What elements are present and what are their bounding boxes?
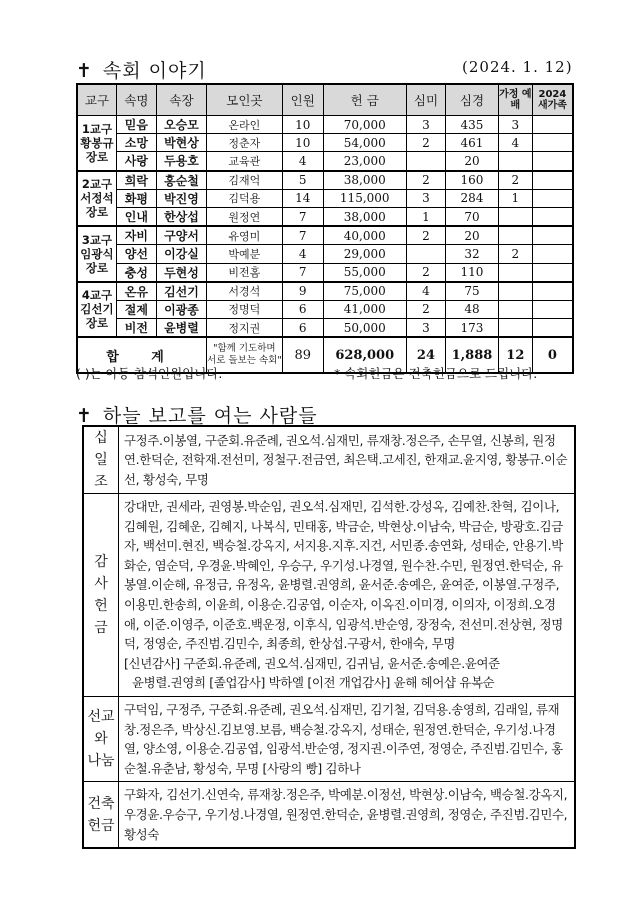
- leader-cell: 한상섭: [156, 207, 206, 226]
- simmi-cell: 3: [406, 116, 445, 134]
- district-label: [77, 116, 116, 171]
- place-cell: 온라인: [207, 116, 283, 134]
- names-text: 구정주.이봉열, 구준회.유준례, 권오석.심재민, 류재창.정은주, 손무열, 신봉희, 원정연.한덕순, 전학재.전선미, 정철구.전금연, 최은택.고세진, 한재교.윤지영, 황봉규.이순선, 황성숙, 무명: [124, 432, 568, 487]
- sect-cell: 온유: [116, 282, 156, 301]
- count-cell: 5: [282, 171, 323, 190]
- leader-cell: 두현성: [156, 263, 206, 282]
- sect-cell: 믿음: [116, 116, 156, 134]
- district-label-line: 장로: [85, 316, 109, 331]
- district-label-line: 장로: [85, 260, 109, 275]
- category-char: 건축: [87, 795, 115, 812]
- table-row: [77, 300, 573, 318]
- count-cell: 10: [282, 116, 323, 134]
- sect-cell: 충성: [116, 263, 156, 282]
- simmi-cell: 2: [406, 171, 445, 190]
- new-family-cell: [532, 263, 573, 282]
- category-char: 와: [94, 731, 108, 748]
- special-thanks-line: [신년감사] 구준회.유준례, 권오석.심재민, 김귀님, 윤서준.송예은.윤여준: [124, 655, 500, 671]
- motto-line: 서로 돌보는 속회": [207, 355, 282, 367]
- leader-cell: 박현상: [156, 134, 206, 152]
- cross-icon: ✝: [76, 405, 93, 427]
- district-label-line: 장로: [85, 149, 109, 164]
- offering-row-tithe: [83, 426, 575, 494]
- sect-cell: 절제: [116, 300, 156, 318]
- new-family-cell: [532, 300, 573, 318]
- col-header-simmi: 심미: [406, 84, 445, 116]
- simmi-cell: 3: [406, 319, 445, 338]
- category-char: 십: [94, 430, 108, 446]
- amount-cell: 41,000: [323, 300, 406, 318]
- district-label-line: 김선기: [80, 302, 114, 317]
- leader-cell: 오승모: [156, 116, 206, 134]
- category-char: 일: [94, 452, 108, 468]
- sect-cell: 소망: [116, 134, 156, 152]
- new-family-cell: [532, 282, 573, 301]
- simmi-cell: 4: [406, 282, 445, 301]
- family-worship-cell: 2: [498, 171, 532, 190]
- simkyung-cell: 32: [446, 245, 499, 263]
- new-family-cell: [532, 116, 573, 134]
- place-cell: 박예분: [207, 245, 283, 263]
- family-worship-cell: [498, 226, 532, 245]
- amount-cell: 55,000: [323, 263, 406, 282]
- offering-row-mission-sharing: [83, 696, 575, 781]
- count-cell: 10: [282, 134, 323, 152]
- simmi-cell: 2: [406, 300, 445, 318]
- new-family-cell: [532, 171, 573, 190]
- district-label: [77, 226, 116, 282]
- section-title-text: 하늘 보고를 여는 사람들: [102, 405, 318, 427]
- simkyung-cell: 110: [446, 263, 499, 282]
- place-cell: 정춘자: [207, 134, 283, 152]
- amount-cell: 38,000: [323, 171, 406, 190]
- new-family-cell: [532, 189, 573, 207]
- new-family-cell: [532, 319, 573, 338]
- category-char: 금: [94, 619, 108, 636]
- simmi-cell: 2: [406, 226, 445, 245]
- offering-names: [119, 494, 576, 697]
- sect-cell: 희락: [116, 171, 156, 190]
- simmi-cell: [406, 245, 445, 263]
- simkyung-cell: 48: [446, 300, 499, 318]
- family-worship-cell: [498, 263, 532, 282]
- offering-category: [83, 782, 119, 848]
- district-label-line: 황봉규: [80, 135, 114, 150]
- simkyung-cell: 20: [446, 152, 499, 171]
- section-title-offerings: [76, 401, 318, 428]
- simkyung-cell: 75: [446, 282, 499, 301]
- category-char: 감: [94, 553, 108, 570]
- district-label-line: 장로: [85, 205, 109, 220]
- sect-cell: 인내: [116, 207, 156, 226]
- family-worship-cell: 2: [498, 245, 532, 263]
- amount-cell: 54,000: [323, 134, 406, 152]
- district-label-line: 2교구: [81, 177, 113, 192]
- col-header-sect: 속명: [116, 84, 156, 116]
- special-thanks-line: 윤병렬.권영희 [졸업감사] 박하엘 [이전 개업감사] 윤해 헤어샵 유복순: [132, 675, 495, 691]
- new-family-cell: [532, 134, 573, 152]
- category-char: 선교: [87, 709, 115, 726]
- family-worship-cell: [498, 300, 532, 318]
- place-cell: 교육관: [207, 152, 283, 171]
- leader-cell: 구양서: [156, 226, 206, 245]
- simmi-cell: 2: [406, 134, 445, 152]
- family-worship-cell: 4: [498, 134, 532, 152]
- simkyung-cell: 70: [446, 207, 499, 226]
- family-worship-cell: [498, 319, 532, 338]
- leader-cell: 이강실: [156, 245, 206, 263]
- total-amount: 628,000: [323, 337, 406, 373]
- total-family-worship: 12: [498, 337, 532, 373]
- place-cell: 비전홈: [207, 263, 283, 282]
- offering-names: [119, 696, 576, 781]
- simmi-cell: 3: [406, 189, 445, 207]
- table-row: [77, 116, 573, 134]
- col-header-district: 교구: [77, 84, 116, 116]
- cross-icon: ✝: [76, 60, 93, 82]
- sect-cell: 양선: [116, 245, 156, 263]
- place-cell: 유영미: [207, 226, 283, 245]
- total-simkyung: 1,888: [446, 337, 499, 373]
- count-cell: 7: [282, 226, 323, 245]
- offering-names: [119, 426, 576, 494]
- leader-cell: 김선기: [156, 282, 206, 301]
- table-row: [77, 319, 573, 338]
- family-worship-cell: 3: [498, 116, 532, 134]
- table-row: [77, 282, 573, 301]
- district-label-line: 3교구: [81, 232, 113, 247]
- report-date: (2024. 1. 12): [462, 58, 573, 76]
- count-cell: 9: [282, 282, 323, 301]
- table-row: [77, 245, 573, 263]
- leader-cell: 홍순철: [156, 171, 206, 190]
- table-row: [77, 207, 573, 226]
- amount-cell: 38,000: [323, 207, 406, 226]
- table-row: [77, 171, 573, 190]
- table-row: [77, 152, 573, 171]
- family-worship-cell: [498, 282, 532, 301]
- names-text: 구덕임, 구정주, 구준회.유준례, 권오석.심재민, 김기철, 김덕용.송영희, 김래일, 류재창.정은주, 박상신.김보영.보름, 백승철.강옥지, 성태순, 원정연.한덕순, 우기성.나경열, 양소영, 이용순.김공엽, 임광석.반순영, 정지권.이주연, 정영순, 주진범.김민수, 홍순철.유춘남, 황성숙, 무명 [사랑의 빵] 김하나: [124, 701, 563, 776]
- amount-cell: 70,000: [323, 116, 406, 134]
- offering-row-building-offering: [83, 782, 575, 848]
- simmi-cell: 2: [406, 263, 445, 282]
- child-attendance-note: ( )는 아동 참석인원입니다.: [76, 366, 223, 381]
- sect-cell: 자비: [116, 226, 156, 245]
- simkyung-cell: 173: [446, 319, 499, 338]
- amount-cell: 50,000: [323, 319, 406, 338]
- simkyung-cell: 160: [446, 171, 499, 190]
- simmi-cell: [406, 152, 445, 171]
- leader-cell: 윤병렬: [156, 319, 206, 338]
- amount-cell: 40,000: [323, 226, 406, 245]
- amount-cell: 29,000: [323, 245, 406, 263]
- offering-category: [83, 494, 119, 697]
- new-family-cell: [532, 226, 573, 245]
- motto-line: "함께 기도하며: [213, 343, 276, 355]
- district-label-line: 임광식: [80, 246, 114, 261]
- count-cell: 6: [282, 300, 323, 318]
- total-new-family: 0: [532, 337, 573, 373]
- table-row: [77, 226, 573, 245]
- district-label-line: 1교구: [81, 121, 113, 136]
- col-header-new-family: 2024 새가족: [532, 84, 573, 116]
- district-label: [77, 171, 116, 227]
- place-cell: 정지권: [207, 319, 283, 338]
- col-header-count: 인원: [282, 84, 323, 116]
- col-header-simkyung: 심경: [446, 84, 499, 116]
- category-char: 나눔: [87, 753, 115, 770]
- simkyung-cell: 461: [446, 134, 499, 152]
- section-title-text: 속회 이야기: [102, 60, 207, 82]
- simkyung-cell: 435: [446, 116, 499, 134]
- table-row: [77, 134, 573, 152]
- count-cell: 6: [282, 319, 323, 338]
- district-label-line: 4교구: [81, 288, 113, 303]
- category-char: 조: [94, 474, 108, 490]
- total-simmi: 24: [406, 337, 445, 373]
- sect-cell: 사랑: [116, 152, 156, 171]
- sect-cell: 비전: [116, 319, 156, 338]
- col-header-leader: 속장: [156, 84, 206, 116]
- amount-cell: 75,000: [323, 282, 406, 301]
- offering-category: [83, 426, 119, 494]
- leader-cell: 이광종: [156, 300, 206, 318]
- section-title-meetings: [76, 56, 207, 83]
- col-header-place: 모인곳: [207, 84, 283, 116]
- category-char: 사: [94, 575, 108, 592]
- col-header-family-worship: 가정 예배: [498, 84, 532, 116]
- offerings-table: [82, 425, 576, 849]
- count-cell: 14: [282, 189, 323, 207]
- names-text: 구화자, 김선기.신연숙, 류재창.정은주, 박예분.이정선, 박현상.이남숙, 백승철.강옥지, 우경윤.우승구, 우기성.나경열, 원정연.한덕순, 윤병렬.권영희, 정영순, 주진범.김민수, 황성숙: [124, 787, 568, 842]
- table-header-row: [77, 84, 573, 116]
- district-label: [77, 282, 116, 338]
- simkyung-cell: 284: [446, 189, 499, 207]
- names-text: 강대만, 권세라, 권영봉.박순임, 권오석.심재민, 김석한.강성옥, 김예찬.찬혁, 김이나, 김혜원, 김혜운, 김혜지, 나복식, 민태홍, 박금순, 박현상.이남숙, 박금순, 방광호.김금자, 백선미.현진, 백승철.강옥지, 서지용.지후.지건, 서민종.송연화, 성태순, 안용기.박화순, 염순덕, 우경윤.박혜인, 우승구, 우기성.나경열, 원수찬.수민, 원정연.한덕순, 유봉열.이순해, 유정금, 유정옥, 윤병렬.권영희, 윤서준.송예은, 윤여준, 이봉열.구정주, 이용민.한송희, 이윤희, 이용순.김공엽, 이순자, 이옥진.이미경, 이의자, 이정희.오경애, 이준.이영주, 이준호.백운정, 이후식, 임광석.반순영, 장정숙, 전선미.전상현, 정명덕, 정영순, 주진범.김민수, 최종희, 한상섭.구광서, 한애숙, 무명: [124, 499, 563, 652]
- family-worship-cell: 1: [498, 189, 532, 207]
- sect-cell: 화평: [116, 189, 156, 207]
- amount-cell: 115,000: [323, 189, 406, 207]
- count-cell: 4: [282, 245, 323, 263]
- offering-names: [119, 782, 576, 848]
- amount-cell: 23,000: [323, 152, 406, 171]
- place-cell: 김덕용: [207, 189, 283, 207]
- place-cell: 정명덕: [207, 300, 283, 318]
- place-cell: 김재억: [207, 171, 283, 190]
- category-char: 헌금: [87, 817, 115, 834]
- new-family-cell: [532, 207, 573, 226]
- table-row: [77, 263, 573, 282]
- simmi-cell: 1: [406, 207, 445, 226]
- total-count: 89: [282, 337, 323, 373]
- offering-note: * 속회헌금은 건축헌금으로 드립니다.: [334, 366, 538, 381]
- total-label: 합 계: [77, 337, 207, 373]
- new-family-cell: [532, 245, 573, 263]
- table-row: [77, 189, 573, 207]
- place-cell: 원정연: [207, 207, 283, 226]
- count-cell: 7: [282, 263, 323, 282]
- count-cell: 4: [282, 152, 323, 171]
- district-label-line: 서정석: [80, 191, 114, 206]
- category-char: 헌: [94, 597, 108, 614]
- leader-cell: 박진영: [156, 189, 206, 207]
- offering-row-thanks-offering: [83, 494, 575, 697]
- count-cell: 7: [282, 207, 323, 226]
- leader-cell: 두용호: [156, 152, 206, 171]
- family-worship-cell: [498, 207, 532, 226]
- simkyung-cell: 20: [446, 226, 499, 245]
- offering-category: [83, 696, 119, 781]
- col-header-offering: 헌 금: [323, 84, 406, 116]
- new-family-cell: [532, 152, 573, 171]
- meeting-stats-table: [76, 83, 574, 374]
- family-worship-cell: [498, 152, 532, 171]
- place-cell: 서경석: [207, 282, 283, 301]
